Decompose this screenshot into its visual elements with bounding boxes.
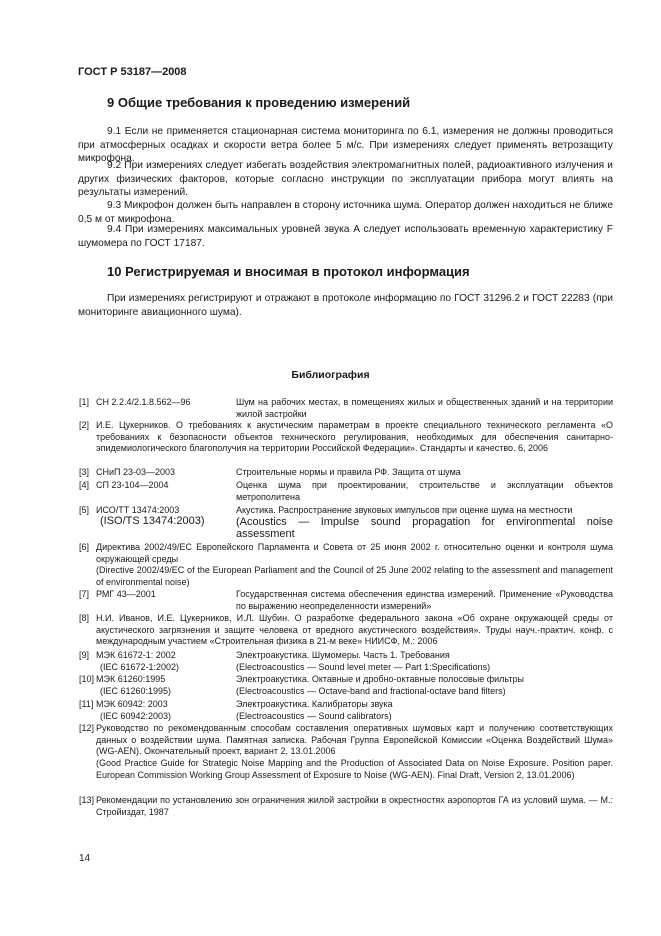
bib-text-english: (Acoustics — Impulse sound propagation for environmental noise assessment	[236, 516, 613, 540]
bib-number: [9]	[79, 650, 90, 660]
paragraph-9-2: 9.2 При измерениях следует избегать воздействия электромагнитных полей, радиоактивного излучения и других физических факторов, которые согласно инструкции по эксплуатации прибора могут влиять на результаты измерений.	[78, 160, 613, 199]
bib-code-english: (IEC 61260:1995)	[100, 685, 172, 696]
bib-number: [12]	[79, 723, 95, 733]
bib-text-english: (Electroacoustics — Octave-band and fractional-octave band filters)	[236, 685, 506, 696]
bib-code: ИСО/ТТ 13474:2003	[96, 505, 180, 515]
bib-text: И.Е. Цукерников. О требованиях к акустическим параметрам в проекте специального технического регламента «О требованиях к безопасности объектов технического регулирования, необходимых для обеспечения санитарно-эпидемиологического благополучия на территории Российской Федерации». Стандарты и качество. 6, 2006	[96, 420, 613, 454]
bib-text: Оценка шума при проектировании, строительстве и эксплуатации объектов метрополитена	[236, 480, 613, 502]
bib-number: [6]	[79, 542, 90, 552]
bib-number: [1]	[79, 397, 90, 407]
bib-code: МЭК 61260:1995	[96, 674, 166, 684]
bib-text: Строительные нормы и правила РФ. Защита от шума	[236, 467, 461, 477]
section-9-heading: 9 Общие требования к проведению измерений	[107, 95, 411, 110]
paragraph-10: При измерениях регистрируют и отражают в протоколе информацию по ГОСТ 31296.2 и ГОСТ 22283 (при мониторинге авиационного шума).	[78, 293, 613, 318]
bib-code-english: (IEC 61672-1:2002)	[100, 661, 180, 672]
bib-number: [5]	[79, 505, 90, 515]
bib-number: [4]	[79, 480, 90, 490]
bib-number: [11]	[79, 699, 94, 709]
bib-text: Директива 2002/49/ЕС Европейского Парламента и Совета от 25 июня 2002 г. относительно оценки и контроля шума окружающей среды	[96, 542, 613, 564]
bib-code: СН 2.2.4/2.1.8.562—96	[96, 397, 191, 407]
bib-text: Руководство по рекомендованным способам составления оперативных шумовых карт и получению соответствующих данных о воздействии шума. Памятная записка. Рабочая Группа Европейской Комиссии «Оценка Воздействий Шума» (WG-AEN). Окончательный проект, вариант 2, 13.01.2006	[96, 723, 613, 757]
bib-text: Электроакустика. Октавные и дробно-октавные полосовые фильтры	[236, 674, 525, 684]
bib-code: СНиП 23-03—2003	[96, 467, 176, 477]
paragraph-9-1: 9.1 Если не применяется стационарная система мониторинга по 6.1, измерения не должны проводиться при атмосферных осадках и скорости ветра более 5 м/с. При измерениях следует применять ветрозащиту микрофона.	[78, 126, 613, 165]
bib-number: [13]	[79, 795, 95, 805]
bib-text-english: (Electroacoustics — Sound level meter — Part 1:Specifications)	[236, 661, 491, 672]
paragraph-9-4: 9.4 При измерениях максимальных уровней звука A следует использовать временную характеристику F шумомера по ГОСТ 17187.	[78, 224, 613, 249]
bib-code: МЭК 61672-1: 2002	[96, 650, 176, 660]
bib-text: Шум на рабочих местах, в помещениях жилых и общественных зданий и на территории жилой застройки	[236, 397, 613, 419]
bib-number: [7]	[79, 589, 90, 599]
bib-number: [3]	[79, 467, 90, 477]
bib-code: СП 23-104—2004	[96, 480, 169, 490]
bib-code: МЭК 60942: 2003	[96, 699, 168, 709]
bib-text: Акустика. Распространение звуковых импульсов при оценке шума на местности	[236, 505, 573, 515]
bib-text: Электроакустика. Калибраторы звука	[236, 699, 393, 709]
paragraph-9-3: 9.3 Микрофон должен быть направлен в сторону источника шума. Оператор должен находиться не ближе 0,5 м от микрофона.	[78, 200, 613, 225]
bib-text: Н.И. Иванов, И.Е. Цукерников, И.Л. Шубин. О разработке федерального закона «Об охране окружающей среды от акустического загрязнения и защите человека от вредного акустического воздействия». Труды науч.-практич. конф. с международным участием «Строительная физика в 21-м веке» НИИСФ, М.: 2006	[96, 613, 613, 647]
bib-text: Государственная система обеспечения единства измерений. Применение «Руководства по выражению неопределенности измерений»	[236, 589, 613, 611]
bib-code-english: (IEC 60942:2003)	[100, 710, 172, 721]
bib-text: Электроакустика. Шумомеры. Часть 1. Требования	[236, 650, 450, 660]
page-number: 14	[79, 853, 91, 864]
bib-number: [2]	[79, 420, 90, 430]
bib-text-english: (Electroacoustics — Sound calibrators)	[236, 710, 392, 721]
bib-number: [8]	[79, 613, 90, 623]
section-10-heading: 10 Регистрируемая и вносимая в протокол информация	[107, 264, 470, 279]
bib-text-english: (Good Practice Guide for Strategic Noise Mapping and the Production of Associated Data on Noise Exposure. Position paper. European Commission Working Group Assessment of Exposure to Noise (WG-AEN). Final Draft, Version 2, 13.01.2006)	[96, 758, 613, 780]
bib-text: Рекомендации по установлению зон ограничения жилой застройки в окрестностях аэропортов ГА из условий шума. — М.: Стройиздат, 1987	[96, 795, 613, 817]
document-header: ГОСТ Р 53187—2008	[78, 66, 187, 78]
bib-code-english: (ISO/TS 13474:2003)	[100, 515, 205, 527]
bibliography-title: Библиография	[291, 369, 370, 381]
bib-code: РМГ 43—2001	[96, 589, 156, 599]
bib-number: [10]	[79, 674, 95, 684]
bib-text-english: (Directive 2002/49/EC of the European Parliament and the Council of 25 June 2002 relating to the assessment and management of environmental noise)	[96, 565, 613, 587]
